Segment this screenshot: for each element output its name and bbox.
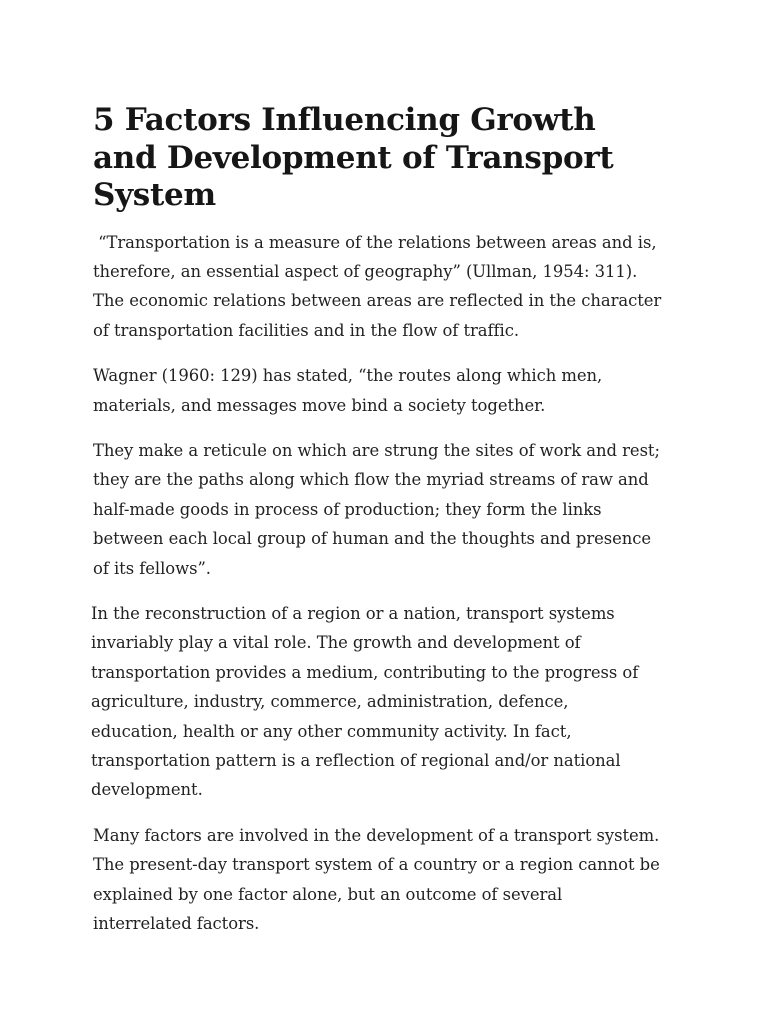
paragraph-reconstruction (91, 599, 683, 805)
text-line: development. (91, 780, 203, 800)
text-line: education, health or any other community activity. In fact, (91, 721, 572, 741)
text-line: They make a reticule on which are strung the sites of work and rest; (93, 440, 660, 460)
article-body (93, 228, 683, 939)
title-line: and Development of Transport (93, 139, 614, 176)
paragraph-reticule (93, 436, 683, 583)
article-title (93, 102, 683, 215)
text-line: agriculture, industry, commerce, administration, defence, (91, 692, 569, 712)
text-line: In the reconstruction of a region or a nation, transport systems (91, 603, 615, 623)
text-line: between each local group of human and the thoughts and presence (93, 529, 652, 549)
text-line: interrelated factors. (93, 914, 260, 934)
text-line: materials, and messages move bind a society together. (93, 395, 546, 415)
text-line: Wagner (1960: 129) has stated, “the routes along which men, (93, 366, 603, 386)
paragraph-wagner-quote (93, 361, 683, 420)
text-line: The economic relations between areas are reflected in the character (93, 291, 662, 311)
text-line: The present-day transport system of a country or a region cannot be (93, 855, 660, 875)
article (93, 102, 683, 954)
text-line: transportation pattern is a reflection of regional and/or national (91, 751, 621, 770)
text-line: half-made goods in process of production; they form the links (93, 499, 602, 519)
text-line: therefore, an essential aspect of geography” (Ullman, 1954: 311). (93, 261, 638, 281)
title-line: 5 Factors Influencing Growth (93, 102, 596, 138)
text-line: explained by one factor alone, but an outcome of several (93, 884, 563, 904)
paragraph-ullman-quote (93, 228, 683, 346)
text-line: of transportation facilities and in the flow of traffic. (93, 320, 520, 340)
text-line: transportation provides a medium, contributing to the progress of (91, 662, 639, 682)
text-line: Many factors are involved in the development of a transport system. (93, 825, 660, 845)
text-line: invariably play a vital role. The growth and development of (91, 633, 581, 653)
paragraph-many-factors (93, 821, 683, 939)
text-line: “Transportation is a measure of the relations between areas and is, (93, 232, 657, 252)
text-line: they are the paths along which flow the myriad streams of raw and (93, 470, 649, 490)
title-line: System (93, 177, 216, 213)
text-line: of its fellows”. (93, 558, 211, 578)
